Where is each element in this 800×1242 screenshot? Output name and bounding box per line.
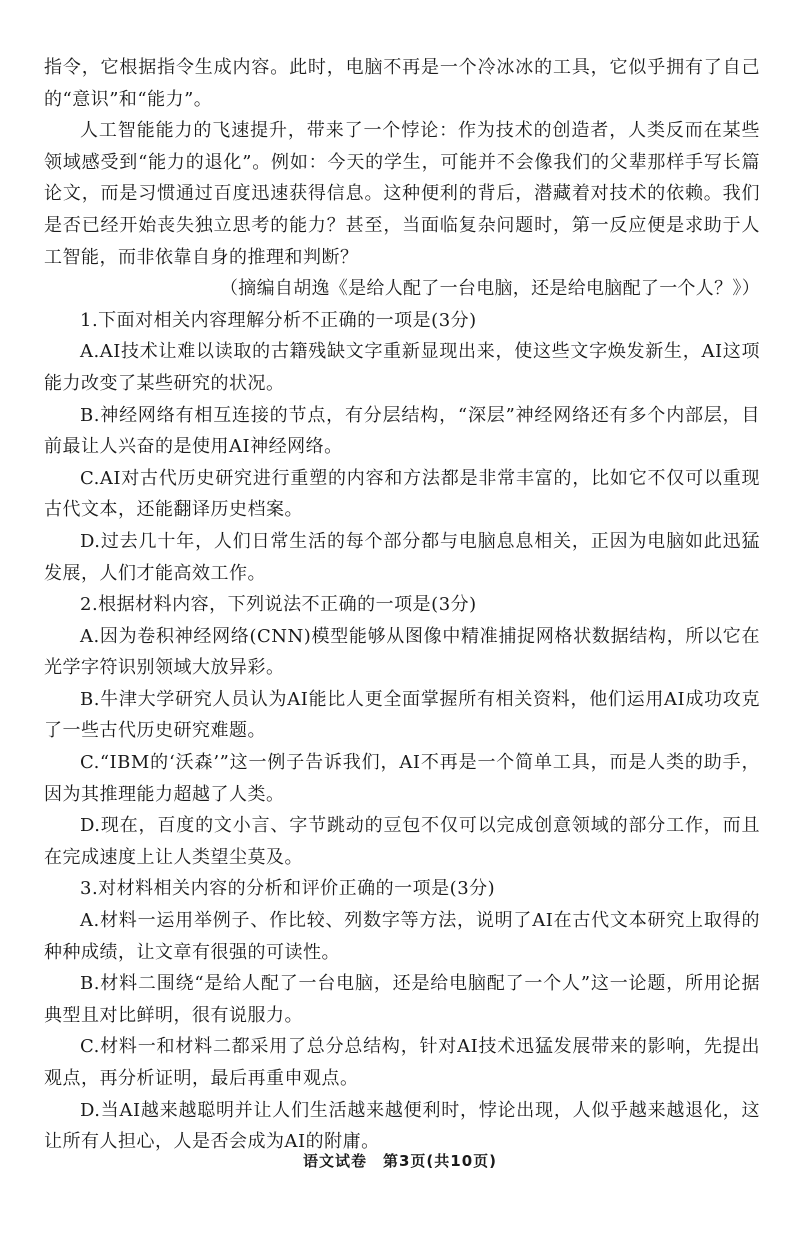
- passage-paragraph: 人工智能能力的飞速提升，带来了一个悖论：作为技术的创造者，人类反而在某些领域感受到“能力的退化”。例如：今天的学生，可能并不会像我们的父辈那样手写长篇论文，而是习惯通过百度迅速获得信息。这种便利的背后，潜藏着对技术的依赖。我们是否已经开始丧失独立思考的能力？甚至，当面临复杂问题时，第一反应便是求助于人工智能，而非依靠自身的推理和判断？: [44, 120, 760, 268]
- passage-source: （摘编自胡逸《是给人配了一台电脑，还是给电脑配了一个人？》）: [220, 278, 760, 300]
- page-footer: 语文试卷 第3页(共10页): [302, 1152, 498, 1170]
- question-1: [44, 305, 760, 589]
- option-b: B.神经网络有相互连接的节点，有分层结构，“深层”神经网络还有多个内部层，目前最让人兴奋的是使用AI神经网络。: [44, 404, 760, 458]
- passage-continuation: 指令，它根据指令生成内容。此时，电脑不再是一个冷冰冰的工具，它似乎拥有了自己的“意识”和“能力”。: [44, 57, 760, 110]
- question-2: [44, 589, 760, 873]
- option-a: A.AI技术让难以读取的古籍残缺文字重新显现出来，使这些文字焕发新生，AI这项能力改变了某些研究的状况。: [44, 341, 760, 394]
- question-stem: 2.根据材料内容，下列说法不正确的一项是(3分): [80, 594, 477, 616]
- option-d: D.现在，百度的文小言、字节跳动的豆包不仅可以完成创意领域的部分工作，而且在完成速度上让人类望尘莫及。: [44, 815, 760, 868]
- question-stem: 1.下面对相关内容理解分析不正确的一项是(3分): [80, 309, 477, 331]
- option-c: C.AI对古代历史研究进行重塑的内容和方法都是非常丰富的，比如它不仅可以重现古代文本，还能翻译历史档案。: [44, 467, 760, 521]
- option-c: C.“IBM的‘沃森’”这一例子告诉我们，AI不再是一个简单工具，而是人类的助手，因为其推理能力超越了人类。: [44, 752, 760, 805]
- option-a: A.材料一运用举例子、作比较、列数字等方法，说明了AI在古代文本研究上取得的种种成绩，让文章有很强的可读性。: [44, 910, 760, 963]
- option-c: C.材料一和材料二都采用了总分总结构，针对AI技术迅猛发展带来的影响，先提出观点，再分析证明，最后再重申观点。: [44, 1036, 760, 1089]
- exam-page: [44, 52, 760, 1158]
- option-d: D.过去几十年，人们日常生活的每个部分都与电脑息息相关，正因为电脑如此迅猛发展，人们才能高效工作。: [44, 530, 760, 584]
- option-b: B.材料二围绕“是给人配了一台电脑，还是给电脑配了一个人”这一论题，所用论据典型且对比鲜明，很有说服力。: [44, 973, 760, 1026]
- question-3: [44, 873, 760, 1157]
- question-stem: 3.对材料相关内容的分析和评价正确的一项是(3分): [80, 878, 496, 900]
- option-a: A.因为卷积神经网络(CNN)模型能够从图像中精准捕捉网格状数据结构，所以它在光学字符识别领域大放异彩。: [44, 625, 760, 679]
- option-b: B.牛津大学研究人员认为AI能比人更全面掌握所有相关资料，他们运用AI成功攻克了一些古代历史研究难题。: [44, 688, 760, 742]
- option-d: D.当AI越来越聪明并让人们生活越来越便利时，悖论出现，人似乎越来越退化，这让所有人担心，人是否会成为AI的附庸。: [44, 1099, 760, 1153]
